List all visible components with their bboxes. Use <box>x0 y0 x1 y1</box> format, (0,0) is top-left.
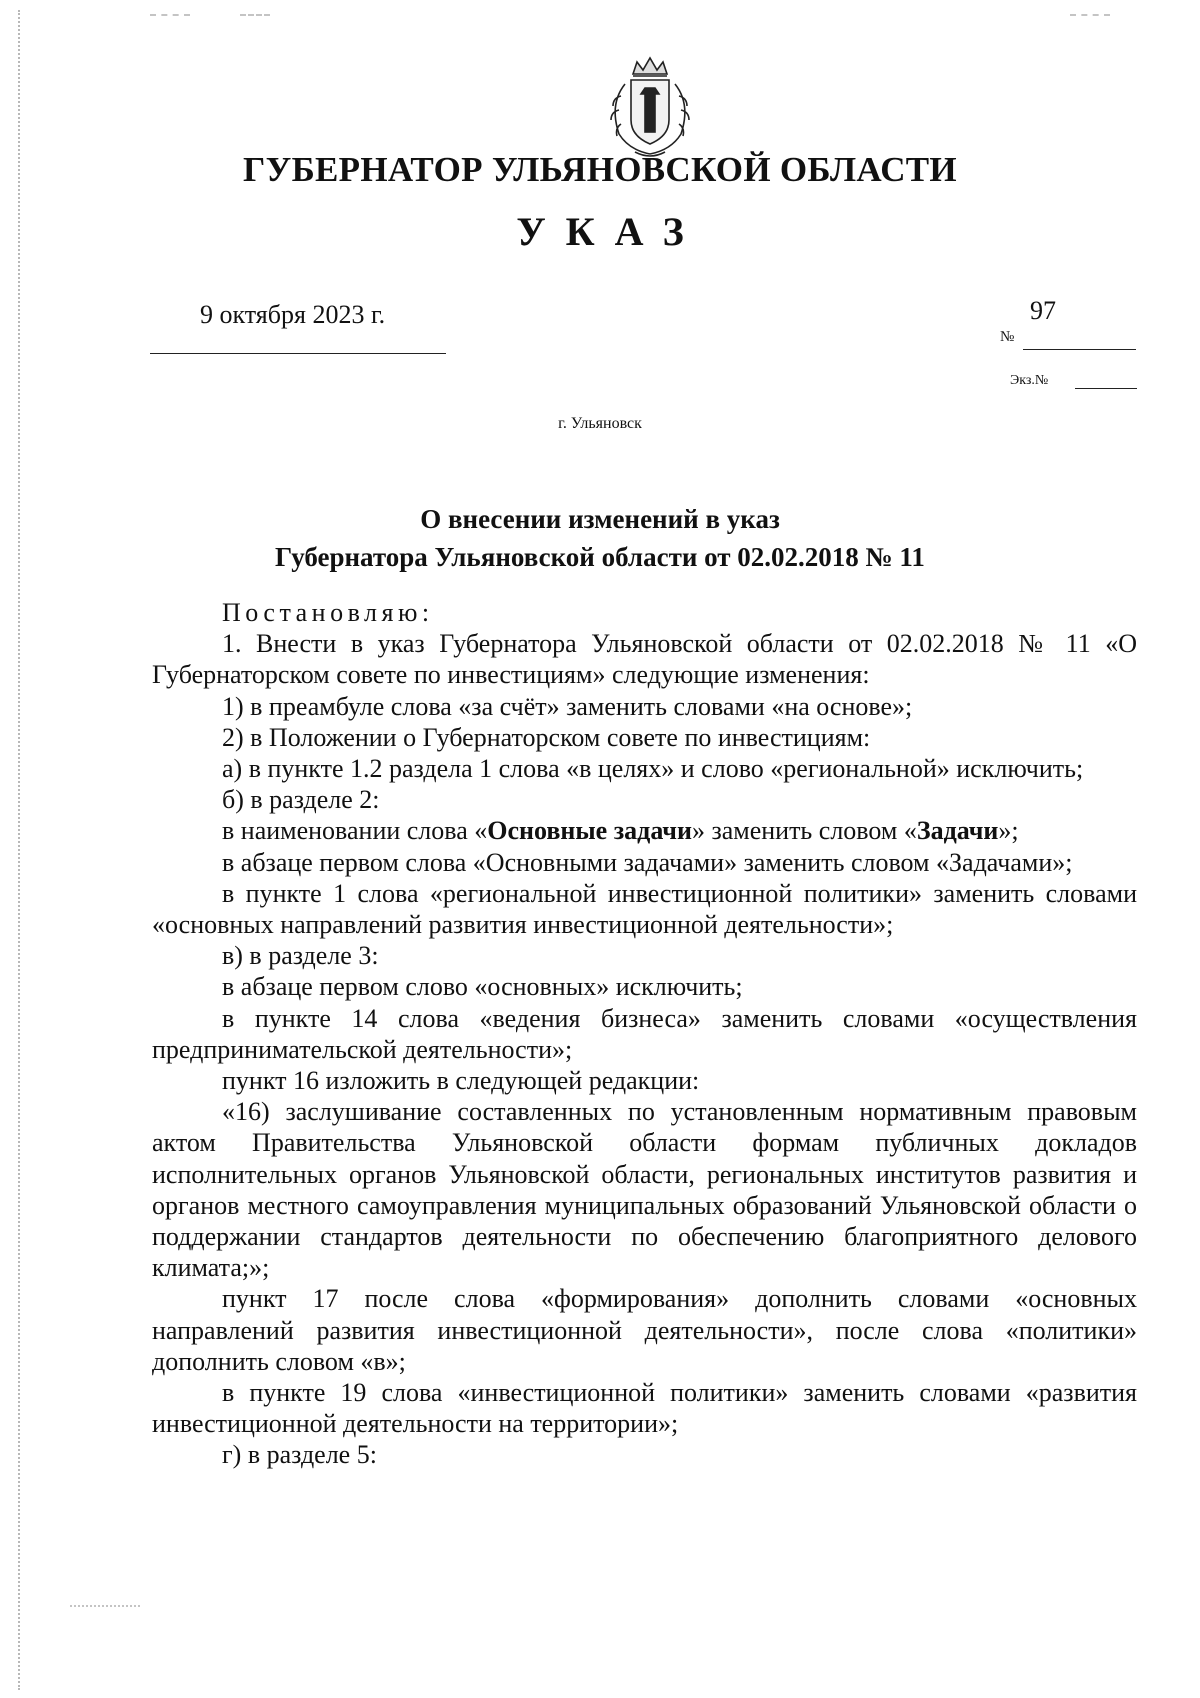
scan-top-artifact <box>1070 14 1110 16</box>
bold-term: Задачи <box>916 816 999 846</box>
text-run: »; <box>998 816 1019 846</box>
paragraph: в абзаце первом слова «Основными задачами» заменить словом «Задачами»; <box>222 847 1073 877</box>
paragraph: «16) заслушивание составленных по установленным нормативным правовым актом Правительства Ульяновской области формам публичных докладов исполнительных органов Ульяновской области, региональных институтов развития и органов местного самоуправления муниципальных образований Ульяновской области о поддержании стандартов деятельности по обеспечению благоприятного делового климата;»; <box>152 1097 1137 1283</box>
paragraph: пункт 16 изложить в следующей редакции: <box>222 1066 700 1096</box>
date-underline <box>150 353 446 354</box>
paragraph: в пункте 14 слова «ведения бизнеса» заменить словами «осуществления предпринимательской деятельности»; <box>152 1003 1137 1064</box>
scan-bottom-artifact <box>70 1605 140 1607</box>
number-underline <box>1023 349 1136 350</box>
copy-number-label: Экз.№ <box>1010 373 1049 388</box>
preamble: Постановляю: <box>222 598 434 627</box>
text-run: » заменить словом « <box>691 816 917 846</box>
bold-term: Основные задачи <box>487 816 692 846</box>
coat-of-arms-icon <box>595 54 705 162</box>
number-sign: № <box>1000 329 1015 345</box>
paragraph: в) в разделе 3: <box>222 941 379 971</box>
paragraph: б) в разделе 2: <box>222 785 380 815</box>
paragraph: в пункте 1 слова «региональной инвестиционной политики» заменить словами «основных направлений развития инвестиционной деятельности»; <box>152 878 1137 940</box>
issue-city: г. Ульяновск <box>558 415 642 432</box>
document-title <box>0 500 1200 576</box>
issuing-authority: ГУБЕРНАТОР УЛЬЯНОВСКОЙ ОБЛАСТИ <box>243 150 957 189</box>
copy-number-underline <box>1075 388 1137 389</box>
paragraph: пункт 17 после слова «формирования» дополнить словами «основных направлений развития инвестиционной деятельности», после слова «политики» дополнить словом «в»; <box>152 1284 1137 1376</box>
paragraph: а) в пункте 1.2 раздела 1 слова «в целях» и слово «региональной» исключить; <box>222 754 1084 784</box>
paragraph: 1. Внести в указ Губернатора Ульяновской области от 02.02.2018 № 11 «О Губернаторском совете по инвестициям» следующие изменения: <box>152 629 1137 690</box>
scan-top-artifact <box>150 14 190 16</box>
paragraph: в абзаце первом слово «основных» исключить; <box>222 972 743 1002</box>
scan-edge-artifact <box>18 10 20 1690</box>
title-line: Губернатора Ульяновской области от 02.02.2018 № 11 <box>275 542 925 572</box>
document-body <box>152 597 1137 1471</box>
document-date: 9 октября 2023 г. <box>200 300 386 329</box>
document-type: УКАЗ <box>516 209 704 254</box>
paragraph: 1) в преамбуле слова «за счёт» заменить словами «на основе»; <box>222 691 913 721</box>
paragraph: 2) в Положении о Губернаторском совете по инвестициям: <box>222 722 871 752</box>
paragraph <box>152 815 1137 846</box>
title-line: О внесении изменений в указ <box>420 504 780 534</box>
scan-top-artifact <box>240 14 270 16</box>
paragraph: г) в разделе 5: <box>222 1440 377 1470</box>
text-run: в наименовании слова « <box>222 816 488 846</box>
paragraph: в пункте 19 слова «инвестиционной политики» заменить словами «развития инвестиционной деятельности на территории»; <box>152 1378 1137 1439</box>
document-number: 97 <box>1030 296 1056 325</box>
